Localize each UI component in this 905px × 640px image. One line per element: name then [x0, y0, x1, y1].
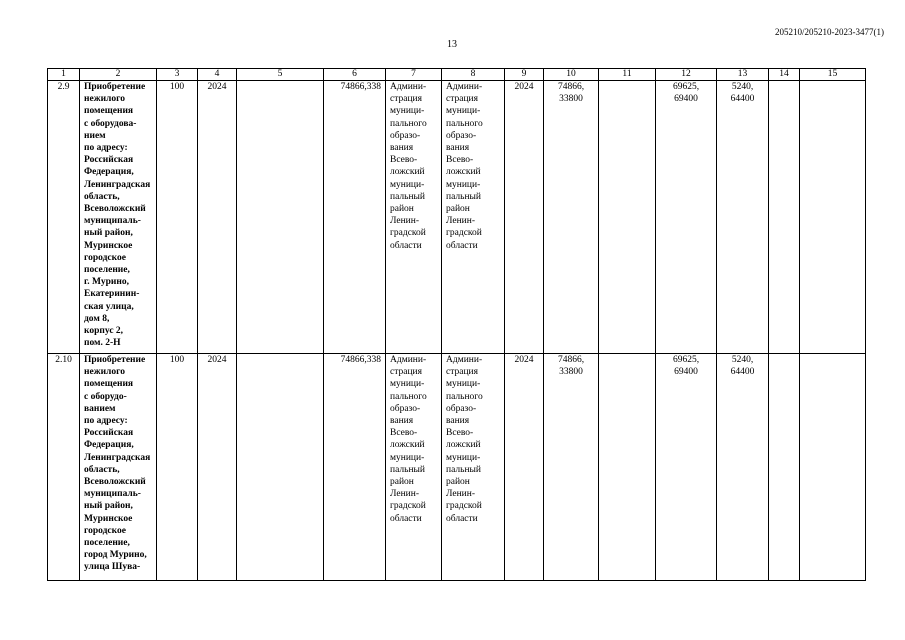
cell-col10: 74866, 33800 [544, 81, 599, 354]
header-cell: 12 [656, 69, 717, 81]
header-cell: 9 [505, 69, 544, 81]
cell-col12: 69625, 69400 [656, 81, 717, 354]
header-cell: 7 [386, 69, 442, 81]
cell-col8: Админи- страция муници- пального образо- вания Всево- ложский муници- пальный район Ленин- градской области [442, 354, 505, 581]
cell-col7: Админи- страция муници- пального образо- вания Всево- ложский муници- пальный район Ленин- градской области [386, 81, 442, 354]
header-row [48, 69, 866, 81]
item-name: Приобретение нежилого помещения с оборудова- нием по адресу: Российская Федерация, Ленинградская область, Всеволожский муниципаль- ный район, Муринское городское поселение, г. Мурино, Екатеринин- ская улица, дом 8, корпус 2, пом. 2-Н [80, 81, 157, 354]
cell-col11 [599, 354, 656, 581]
header-cell: 4 [198, 69, 237, 81]
document-id: 205210/205210-2023-3477(1) [775, 27, 884, 37]
cell-col5 [237, 354, 324, 581]
cell-col15 [800, 81, 866, 354]
cell-col6: 74866,338 [324, 81, 386, 354]
cell-col9: 2024 [505, 354, 544, 581]
cell-col3: 100 [157, 81, 198, 354]
cell-col6: 74866,338 [324, 354, 386, 581]
header-cell: 14 [769, 69, 800, 81]
header-cell: 10 [544, 69, 599, 81]
cell-col4: 2024 [198, 81, 237, 354]
cell-col13: 5240, 64400 [717, 354, 769, 581]
cell-col12: 69625, 69400 [656, 354, 717, 581]
page-number: 13 [447, 39, 457, 50]
cell-col14 [769, 354, 800, 581]
data-table [47, 68, 866, 581]
cell-col9: 2024 [505, 81, 544, 354]
cell-col8: Админи- страция муници- пального образо- вания Всево- ложский муници- пальный район Ленин- градской области [442, 81, 505, 354]
header-cell: 13 [717, 69, 769, 81]
cell-col10: 74866, 33800 [544, 354, 599, 581]
header-cell: 3 [157, 69, 198, 81]
cell-col15 [800, 354, 866, 581]
cell-col7: Админи- страция муници- пального образо- вания Всево- ложский муници- пальный район Ленин- градской области [386, 354, 442, 581]
cell-col4: 2024 [198, 354, 237, 581]
cell-col5 [237, 81, 324, 354]
cell-col13: 5240, 64400 [717, 81, 769, 354]
header-cell: 2 [80, 69, 157, 81]
cell-col3: 100 [157, 354, 198, 581]
table-row [48, 354, 866, 581]
header-cell: 11 [599, 69, 656, 81]
header-cell: 15 [800, 69, 866, 81]
cell-col14 [769, 81, 800, 354]
header-cell: 5 [237, 69, 324, 81]
row-number: 2.10 [48, 354, 80, 581]
table-row [48, 81, 866, 354]
cell-col11 [599, 81, 656, 354]
item-name: Приобретение нежилого помещения с оборудо- ванием по адресу: Российская Федерация, Ленинградская область, Всеволожский муниципаль- ный район, Муринское городское поселение, город Мурино, улица Шува- [80, 354, 157, 581]
header-cell: 1 [48, 69, 80, 81]
row-number: 2.9 [48, 81, 80, 354]
header-cell: 8 [442, 69, 505, 81]
header-cell: 6 [324, 69, 386, 81]
